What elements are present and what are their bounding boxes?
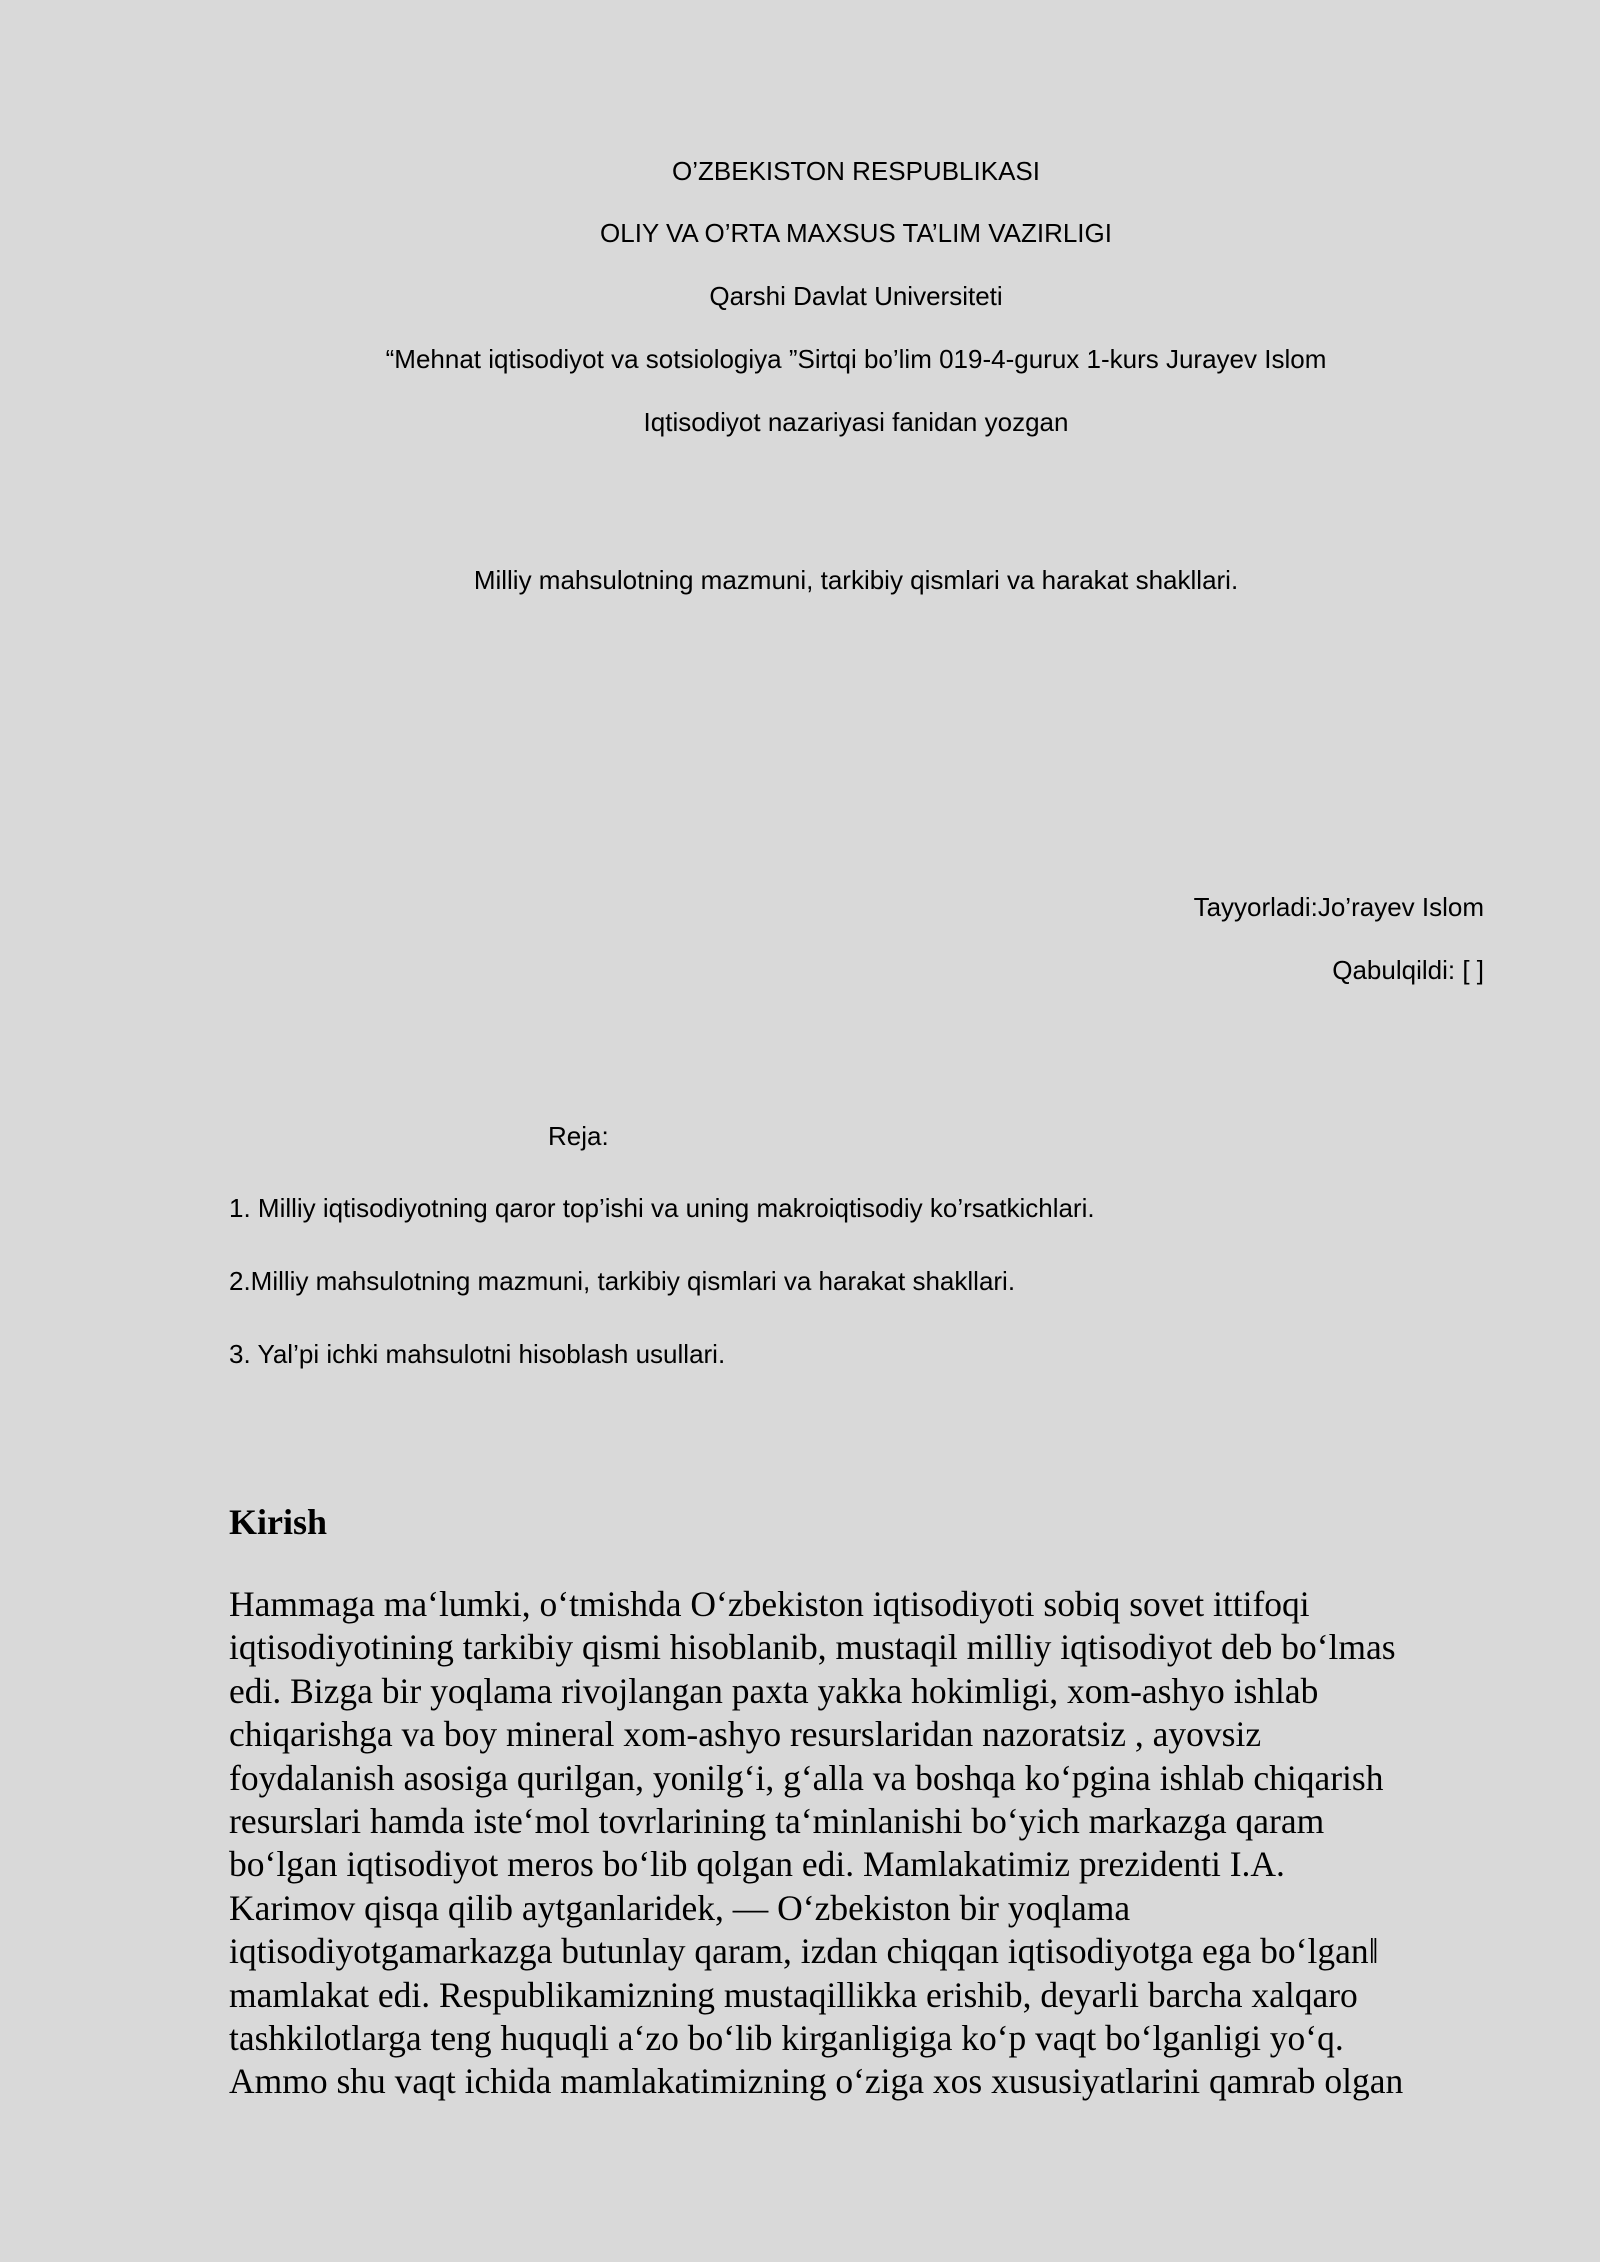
body-line: bo‘lgan iqtisodiyot meros bo‘lib qolgan edi. Mamlakatimiz prezidenti I.A.: [229, 1844, 1285, 1885]
topic-title: Milliy mahsulotning mazmuni, tarkibiy qismlari va harakat shakllari.: [473, 565, 1239, 595]
header-university: Qarshi Davlat Universiteti: [709, 281, 1003, 311]
body-line: chiqarishga va boy mineral xom-ashyo resurslaridan nazoratsiz , ayovsiz: [229, 1714, 1262, 1755]
header-subject: Iqtisodiyot nazariyasi fanidan yozgan: [643, 407, 1069, 437]
accepted-by: Qabulqildi: [ ]: [1332, 955, 1484, 985]
header-ministry: OLIY VA O’RTA MAXSUS TA’LIM VAZIRLIGI: [600, 218, 1112, 248]
prepared-by: Tayyorladi:Jo’rayev Islom: [1193, 892, 1484, 922]
body-line: resurslari hamda iste‘mol tovrlarining ta‘minlanishi bo‘yich markazga qaram: [229, 1801, 1325, 1842]
body-line: tashkilotlarga teng huquqli a‘zo bo‘lib kirganligiga ko‘p vaqt bo‘lganligi yo‘q.: [229, 2018, 1344, 2059]
body-line: iqtisodiyotgamarkazga butunlay qaram, izdan chiqqan iqtisodiyotga ega bo‘lgan‖: [229, 1931, 1379, 1972]
body-line: Ammo shu vaqt ichida mamlakatimizning o‘ziga xos xususiyatlarini qamrab olgan: [229, 2061, 1404, 2102]
plan-item-1: 1. Milliy iqtisodiyotning qaror top’ishi va uning makroiqtisodiy ko’rsatkichlari.: [229, 1193, 1095, 1223]
body-line: foydalanish asosiga qurilgan, yonilg‘i, g‘alla va boshqa ko‘pgina ishlab chiqarish: [229, 1757, 1384, 1798]
body-line: Hammaga ma‘lumki, o‘tmishda O‘zbekiston iqtisodiyoti sobiq sovet ittifoqi: [229, 1584, 1310, 1624]
section-heading: Kirish: [229, 1502, 328, 1542]
body-line: Karimov qisqa qilib aytganlaridek, ― O‘zbekiston bir yoqlama: [229, 1887, 1131, 1928]
plan-item-3: 3. Yal’pi ichki mahsulotni hisoblash usullari.: [229, 1339, 726, 1369]
body-line: edi. Bizga bir yoqlama rivojlangan paxta yakka hokimligi, xom-ashyo ishlab: [229, 1670, 1319, 1711]
header-republic: O’ZBEKISTON RESPUBLIKASI: [672, 156, 1040, 186]
plan-title: Reja:: [548, 1121, 609, 1151]
section-body: [229, 1583, 1479, 2104]
plan-item-2: 2.Milliy mahsulotning mazmuni, tarkibiy qismlari va harakat shakllari.: [229, 1266, 1016, 1296]
body-line: mamlakat edi. Respublikamizning mustaqillikka erishib, deyarli barcha xalqaro: [229, 1974, 1358, 2015]
header-group-student: “Mehnat iqtisodiyot va sotsiologiya ”Sirtqi bo’lim 019-4-gurux 1-kurs Jurayev Islom: [385, 344, 1327, 374]
body-line: iqtisodiyotining tarkibiy qismi hisoblanib, mustaqil milliy iqtisodiyot deb bo‘lmas: [229, 1627, 1396, 1668]
